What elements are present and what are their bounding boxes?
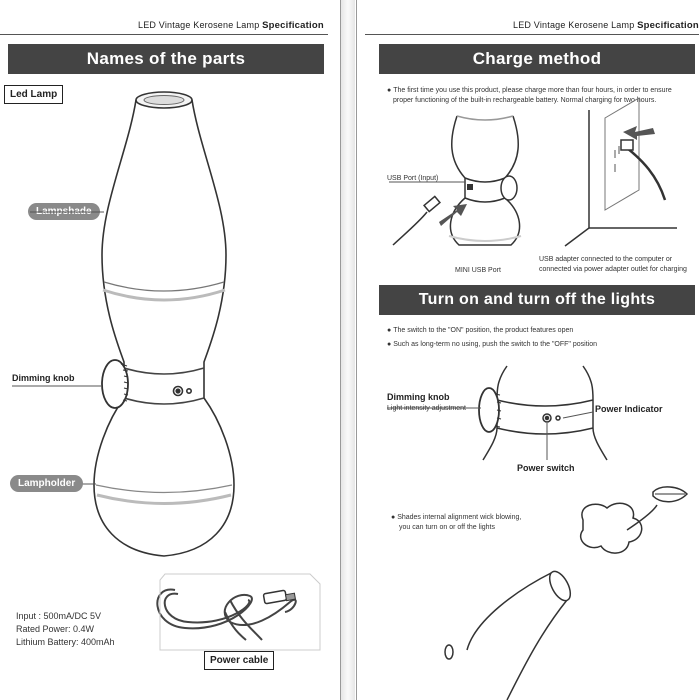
light-adjust-label: Light intensity adjustment [387, 405, 466, 412]
blow-note [391, 513, 571, 533]
switch-bullet1: The switch to the "ON" position, the product features open [393, 327, 574, 334]
header-title: LED Vintage Kerosene Lamp [138, 20, 260, 30]
charge-note-line2: proper functioning of the built-in rechargeable battery. Normal charging for two hours. [393, 97, 657, 104]
section-title-parts: Names of the parts [8, 44, 324, 74]
blow-line2: you can turn on or off the lights [399, 524, 495, 531]
mini-usb-label: MINI USB Port [455, 267, 501, 274]
left-page [0, 0, 341, 700]
dimming-knob-label: Dimming knob [12, 373, 75, 383]
bullet-icon: ● [387, 327, 392, 334]
header-tag-right: Specification [637, 20, 699, 31]
adapter-line1: USB adapter connected to the computer or [539, 256, 673, 263]
callout-lines [0, 0, 340, 700]
spec-power: Rated Power: 0.4W [16, 624, 95, 634]
lampholder-callout: Lampholder [10, 475, 83, 492]
switch-bullet2: Such as long-term no using, push the switch to the "OFF" position [393, 341, 597, 348]
header-tag: Specification [262, 20, 324, 31]
bullet-icon: ● [387, 87, 392, 94]
power-indicator-label: Power Indicator [595, 404, 663, 414]
power-cable-label: Power cable [204, 651, 274, 670]
section-title-charge: Charge method [379, 44, 695, 74]
spec-battery: Lithium Battery: 400mAh [16, 637, 115, 647]
section-title-switch: Turn on and turn off the lights [379, 285, 695, 315]
switch-illustration [357, 0, 700, 700]
adapter-line2: connected via power adapter outlet for charging [539, 266, 687, 273]
blow-line1: Shades internal alignment wick blowing, [397, 514, 522, 521]
header-title-right: LED Vintage Kerosene Lamp [513, 20, 635, 30]
spec-list [16, 610, 115, 649]
lampshade-callout: Lampshade [28, 203, 100, 220]
right-dimming-knob-label: Dimming knob [387, 392, 450, 402]
bullet-icon: ● [387, 341, 392, 348]
book-gutter [341, 0, 355, 700]
charge-note-line1: The first time you use this product, please charge more than four hours, in order to ensure [393, 87, 672, 94]
usb-port-label: USB Port (Input) [387, 175, 439, 182]
right-page [356, 0, 700, 700]
bullet-icon: ● [391, 514, 396, 521]
product-label: Led Lamp [4, 85, 63, 104]
spec-input: Input : 500mA/DC 5V [16, 611, 102, 621]
power-switch-label: Power switch [517, 463, 575, 473]
